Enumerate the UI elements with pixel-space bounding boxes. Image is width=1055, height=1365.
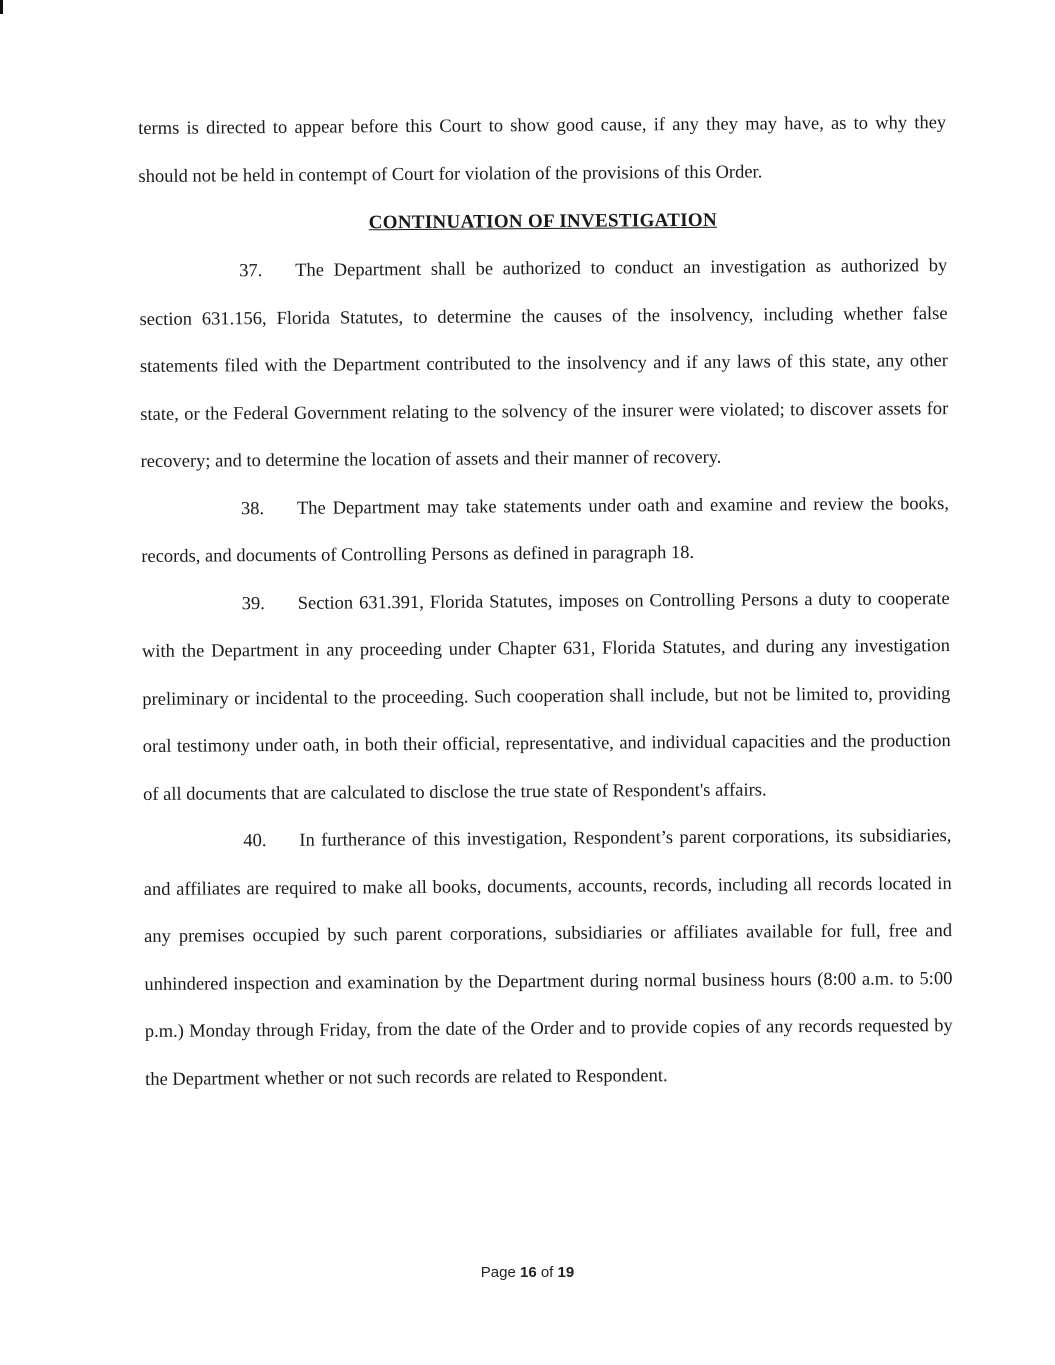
of-label: of	[540, 1264, 554, 1281]
paragraph-40	[143, 813, 953, 1104]
page-total: 19	[557, 1264, 575, 1281]
paragraph-38	[141, 481, 950, 582]
paragraph-text: In furtherance of this investigation, Respondent’s parent corporations, its subsidiaries, and affiliates are required to make all books, documents, accounts, records, including all records located in any premises occupied by such parent corporations, subsidiaries or affiliates available for full, free and unhindered inspection and examination by the Department during normal business hours (8:00 a.m. to 5:00 p.m.) Monday through Friday, from the date of the Order and to provide copies of any records requested by the Department whether or not such records are related to Respondent.	[143, 826, 953, 1090]
intro-paragraph: terms is directed to appear before this Court to show good cause, if any they may have, as to why they should not be held in contempt of Court for violation of the provisions of this Order.	[138, 113, 947, 187]
paragraph-text: Section 631.391, Florida Statutes, imposes on Controlling Persons a duty to cooperate with the Department in any proceeding under Chapter 631, Florida Statutes, and during any investigation preliminary or incidental to the proceeding. Such cooperation shall include, but not be limited to, providing oral testimony under oath, in both their official, representative, and individual capacities and the production of all documents that are calculated to disclose the true state of Respondent's affairs.	[141, 588, 951, 805]
document-body	[138, 100, 953, 1104]
section-heading: CONTINUATION OF INVESTIGATION	[368, 209, 718, 234]
paragraph-number: 40.	[243, 831, 267, 852]
paragraph-number: 38.	[240, 498, 265, 519]
page-footer	[0, 1264, 1055, 1281]
paragraph-number: 39.	[241, 593, 265, 614]
page-label: Page	[480, 1264, 516, 1281]
paragraph-number: 37.	[239, 261, 263, 282]
paragraph-37	[139, 243, 949, 486]
paragraph-39	[141, 576, 951, 819]
paragraph-text: The Department shall be authorized to conduct an investigation as authorized by section 631.156, Florida Statutes, to determine the causes of the insolvency, including whether false statements filed with the Department contributed to the insolvency and if any laws of this state, any other state, or the Federal Government relating to the solvency of the insurer were violated; to discover assets for recovery; and to determine the location of assets and their manner of recovery.	[139, 256, 949, 472]
paragraph-text: The Department may take statements under oath and examine and review the books, records, and documents of Controlling Persons as defined in paragraph 18.	[141, 493, 950, 567]
scan-edge-mark	[0, 0, 3, 14]
page-current: 16	[519, 1264, 537, 1281]
